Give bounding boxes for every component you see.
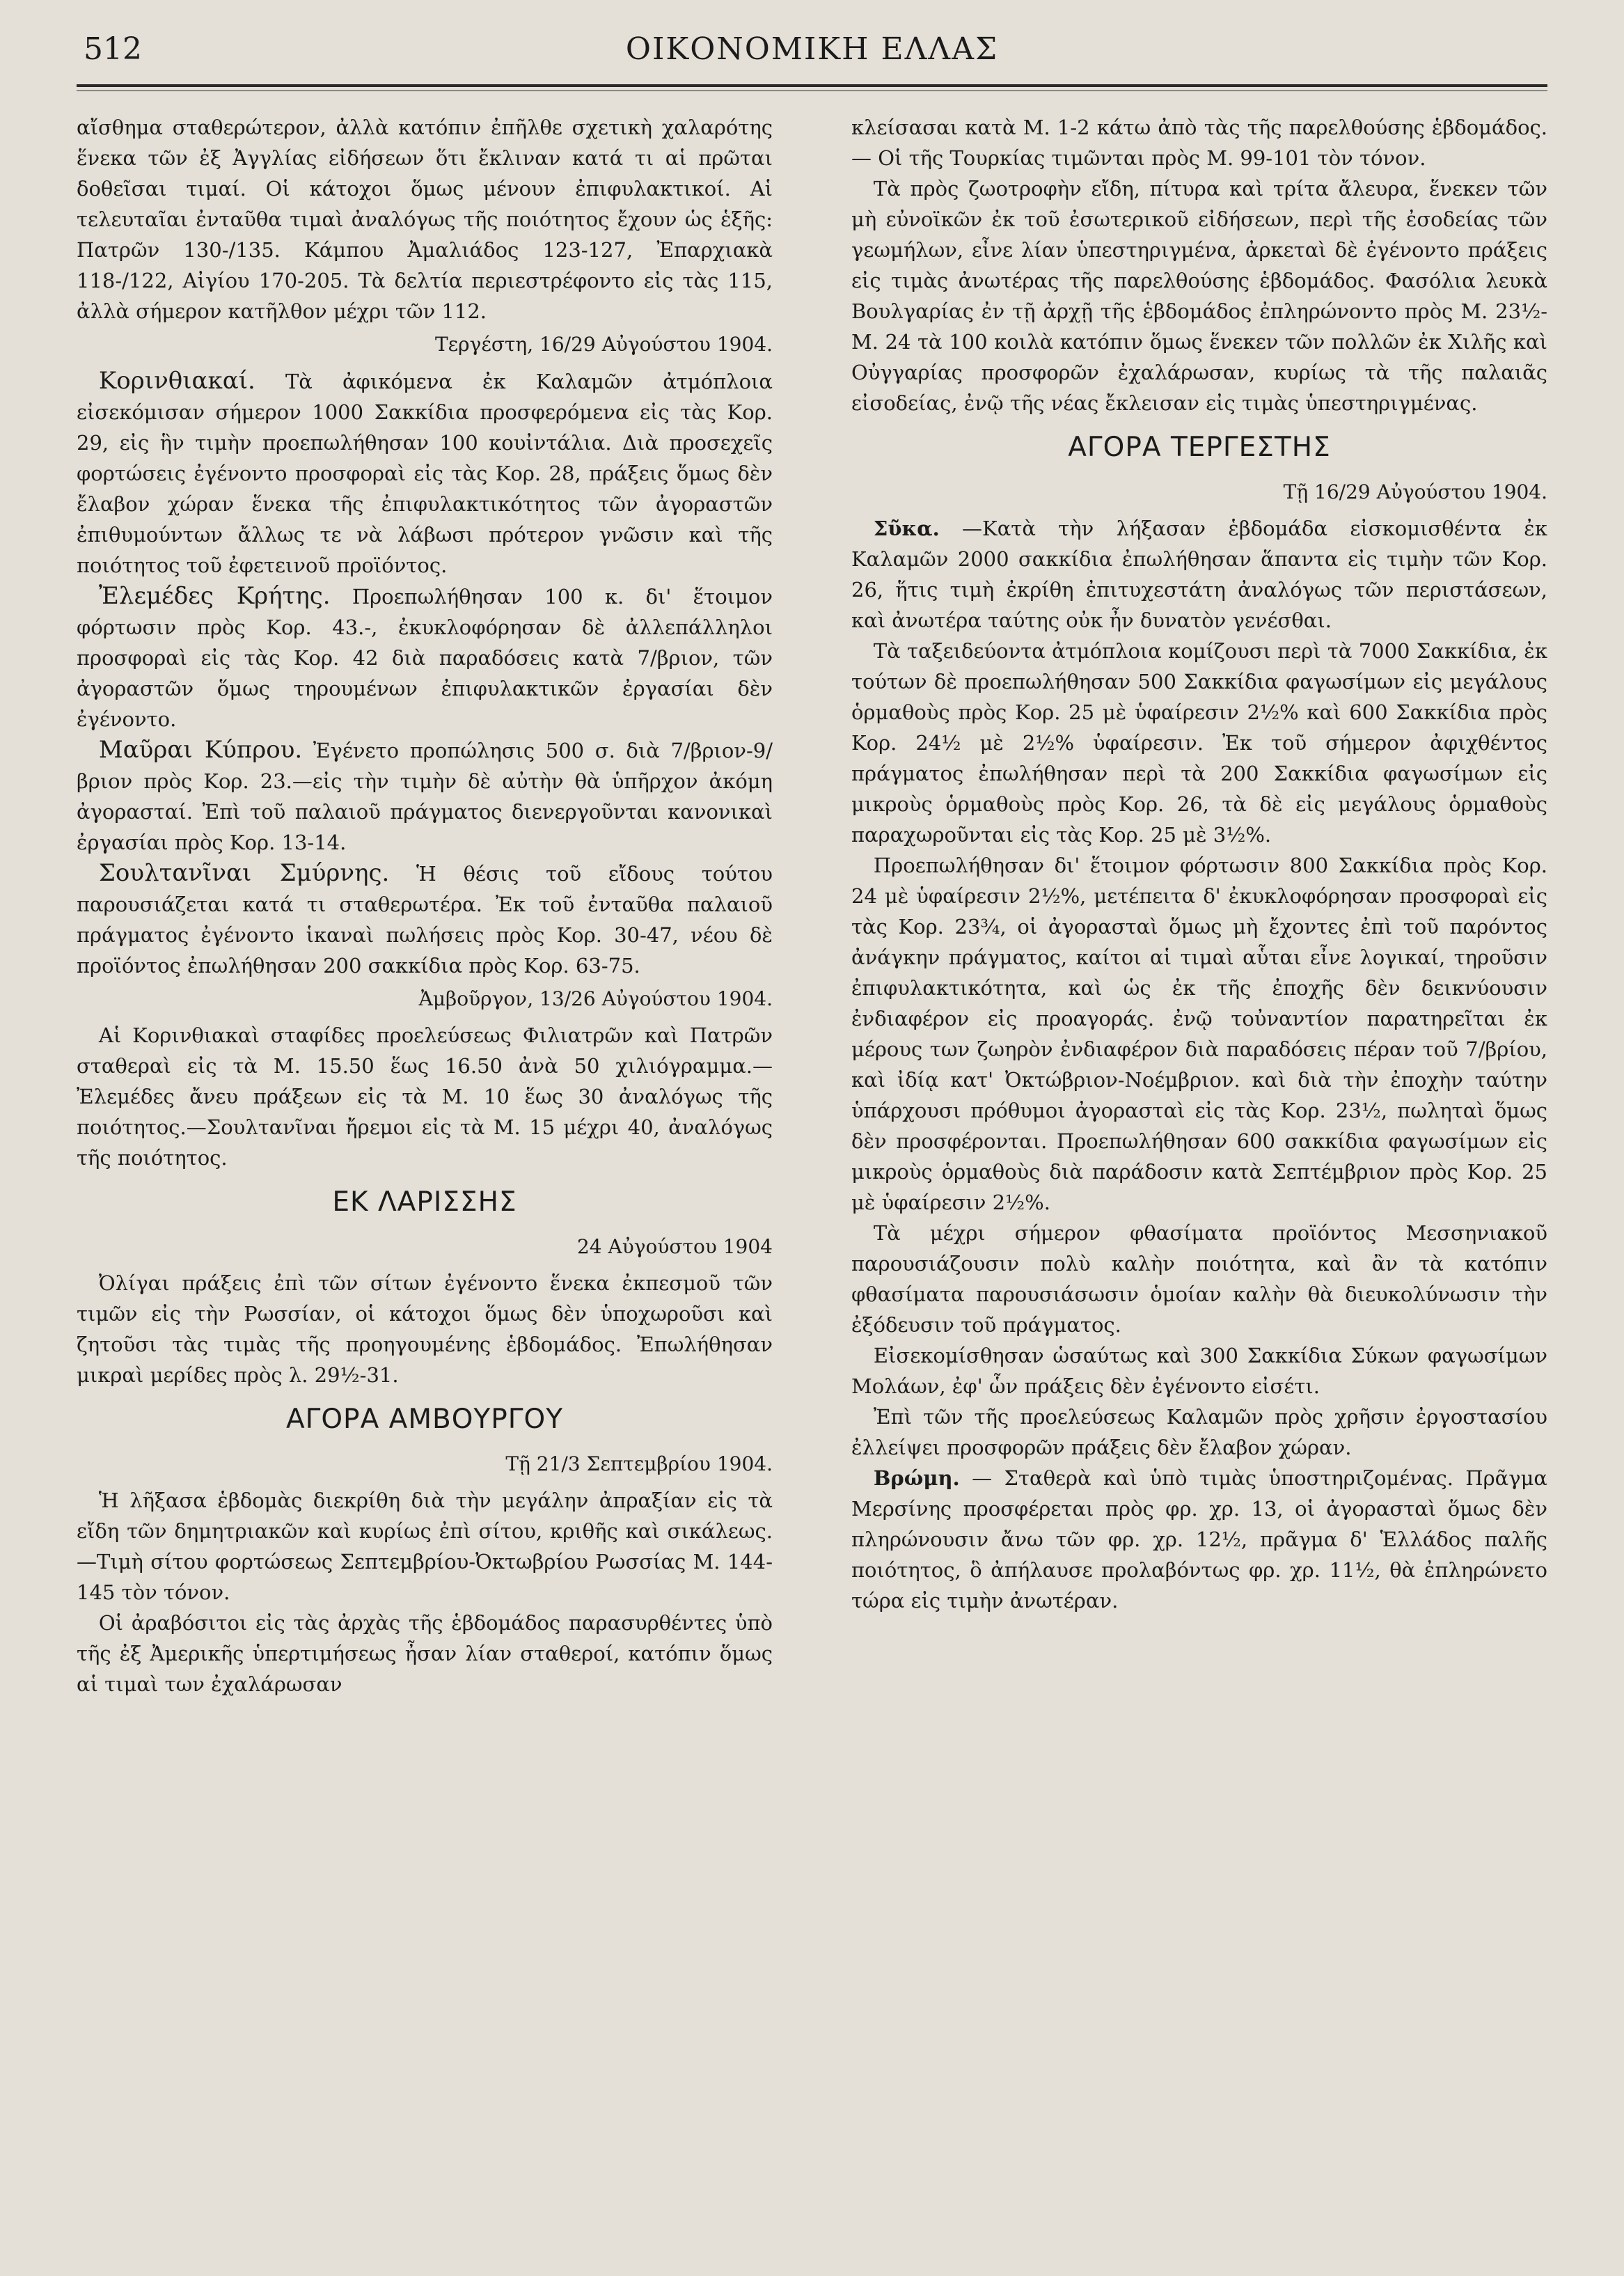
- paragraph: [851, 1463, 1547, 1616]
- paragraph-lead: Κορινθιακαί.: [98, 367, 255, 395]
- section-heading: ΕΚ ΛΑΡΙΣΣΗΣ: [332, 1186, 517, 1218]
- paragraph-text: Ἐγένετο προπώλησις 500 σ. διὰ 7/βριον-9/βριον πρὸς Κορ. 23.—εἰς τὴν τιμὴν δὲ αὐτὴν θὰ ὑπῆρχον ἀκόμη ἀγορασταί. Ἐπὶ τοῦ παλαιοῦ πράγματος διενεργοῦνται κανονικαὶ ἐργασίαι πρὸς Κορ. 13-14.: [77, 739, 773, 854]
- page-number: 512: [84, 31, 142, 67]
- left-column: [77, 112, 773, 1700]
- paragraph: Τὰ ταξειδεύοντα ἀτμόπλοια κομίζουσι περὶ τὰ 7000 Σακκίδια, ἐκ τούτων δὲ προεπωλήθησαν 500 Σακκίδια φαγωσίμων εἰς μεγάλους ὁρμαθοὺς πρὸς Κορ. 25 μὲ ὑφαίρεσιν 2½% καὶ 600 Σακκίδια πρὸς Κορ. 24½ μὲ 2½% ὑφαίρεσιν. Ἐκ τοῦ σήμερον ἀφιχθέντος πράγματος ἐπωλήθησαν περὶ τὰ 200 Σακκίδια φαγωσίμων εἰς μικροὺς ὁρμαθοὺς πρὸς Κορ. 26, τὰ δὲ εἰς μεγάλους ὁρμαθοὺς παραχωροῦνται εἰς τὰς Κορ. 25 μὲ 3½%.: [851, 639, 1547, 847]
- paragraph-lead: Σῦκα.: [873, 517, 940, 540]
- page-header: [77, 28, 1547, 80]
- paragraph-text: Τὰ ἀφικόμενα ἐκ Καλαμῶν ἀτμόπλοια εἰσεκόμισαν σήμερον 1000 Σακκίδια προσφερόμενα εἰς τὰς Κορ. 29, εἰς ἣν τιμὴν προεπωλήθησαν 100 κουἰντάλια. Διὰ προσεχεῖς φορτώσεις ἐγένοντο προσφοραὶ εἰς τὰς Κορ. 28, πράξεις ὅμως δὲν ἔλαβον χώραν ἕνεκα τῆς ἐπιφυλακτικότητος τῶν ἀγοραστῶν ἐπιθυμούντων ἄλλως τε νὰ λάβωσι πρότερον γνῶσιν καὶ τῆς ποιότητος τοῦ ἐφετεινοῦ προϊόντος.: [77, 370, 773, 577]
- paragraph: κλείσασαι κατὰ Μ. 1-2 κάτω ἀπὸ τὰς τῆς παρελθούσης ἑβδομάδος. — Οἱ τῆς Τουρκίας τιμῶνται πρὸς Μ. 99-101 τὸν τόνον.: [851, 116, 1547, 170]
- dateline: Ἀμβοῦργον, 13/26 Αὐγούστου 1904.: [418, 987, 773, 1010]
- paragraph-lead: Βρώμη.: [873, 1466, 960, 1490]
- paragraph: [851, 513, 1547, 636]
- header-rule: [77, 84, 1547, 91]
- paragraph: [77, 366, 773, 581]
- paragraph: Οἱ ἀραβόσιτοι εἰς τὰς ἀρχὰς τῆς ἑβδομάδος παρασυρθέντες ὑπὸ τῆς ἐξ Ἀμερικῆς ὑπερτιμήσεως ἦσαν λίαν σταθεροί, κατόπιν ὅμως αἱ τιμαὶ των ἐχαλάρωσαν: [77, 1611, 773, 1696]
- dateline: Τεργέστη, 16/29 Αὐγούστου 1904.: [434, 333, 773, 356]
- paragraph: Ἐπὶ τῶν τῆς προελεύσεως Καλαμῶν πρὸς χρῆσιν ἐργοστασίου ἐλλείψει προσφορῶν πράξεις δὲν ἔλαβον χώραν.: [851, 1405, 1547, 1459]
- dateline: Τῇ 16/29 Αὐγούστου 1904.: [1283, 480, 1547, 503]
- right-column: [851, 112, 1547, 1700]
- journal-title: ΟΙΚΟΝΟΜΙΚΗ ΕΛΛΑΣ: [625, 31, 999, 67]
- paragraph-text: Ἡ θέσις τοῦ εἴδους τούτου παρουσιάζεται κατά τι σταθερωτέρα. Ἐκ τοῦ ἐνταῦθα παλαιοῦ πράγματος ἐγένοντο ἱκαναὶ πωλήσεις πρὸς Κορ. 30-47, νέου δὲ προϊόντος ἐπωλήθησαν 200 σακκίδια πρὸς Κορ. 63-75.: [77, 862, 773, 978]
- paragraph: [77, 581, 773, 735]
- dateline: Τῇ 21/3 Σεπτεμβρίου 1904.: [505, 1452, 773, 1475]
- paragraph: [77, 735, 773, 858]
- paragraph: Τὰ πρὸς ζωοτροφὴν εἴδη, πίτυρα καὶ τρίτα ἄλευρα, ἕνεκεν τῶν μὴ εὐνοϊκῶν ἐκ τοῦ ἐσωτερικοῦ εἰδήσεων, περὶ τῆς ἐσοδείας τῶν γεωμήλων, εἶνε λίαν ὑπεστηριγμένα, ἀρκεταὶ δὲ ἐγένοντο πράξεις εἰς τιμὰς ἀνωτέρας τῆς παρελθούσης ἑβδομάδος. Φασόλια λευκὰ Βουλγαρίας ἐν τῇ ἀρχῇ τῆς ἑβδομάδος ἐπληρώνοντο πρὸς Μ. 23½-Μ. 24 τὰ 100 κοιλὰ κατόπιν ὅμως ἕνεκεν τῶν πολλῶν ἐκ Χιλῆς καὶ Οὐγγαρίας προσφορῶν ἐχαλάρωσαν, κυρίως τὰ τῆς παλαιᾶς εἰσοδείας, ἐνῷ τῆς νέας ἔκλεισαν εἰς τιμὰς ὑπεστηριγμένας.: [851, 177, 1547, 415]
- paragraph-lead: Σουλτανῖναι Σμύρνης.: [98, 859, 390, 887]
- paragraph-text: — Σταθερὰ καὶ ὑπὸ τιμὰς ὑποστηριζομένας. Πρᾶγμα Μερσίνης προσφέρεται πρὸς φρ. χρ. 13, οἱ ἀγορασταὶ ὅμως δὲν πληρώνουσιν ἄνω τῶν φρ. χρ. 12½, πρᾶγμα δ' Ἑλλάδος παλῆς ποιότητος, ὃ ἀπήλαυσε προλαβόντως φρ. χρ. 11½, θὰ ἐπληρώνετο τώρα εἰς τιμὴν ἀνωτέραν.: [851, 1466, 1547, 1612]
- paragraph-text: —Κατὰ τὴν λήξασαν ἑβδομάδα εἰσκομισθέντα ἐκ Καλαμῶν 2000 σακκίδια ἐπωλήθησαν ἅπαντα εἰς τιμὴν τῶν Κορ. 26, ἥτις τιμὴ ἐκρίθη ἐπιτυχεστάτη ἀναλόγως τῶν περιστάσεων, καὶ ἀνωτέρα ταύτης οὐκ ἦν δυνατὸν γενέσθαι.: [851, 517, 1547, 632]
- paragraph: αἴσθημα σταθερώτερον, ἀλλὰ κατόπιν ἐπῆλθε σχετικὴ χαλαρότης ἕνεκα τῶν ἐξ Ἀγγλίας εἰδήσεων ὅτι ἔκλιναν κατά τι αἱ πρῶται δοθεῖσαι τιμαί. Οἱ κάτοχοι ὅμως μένουν ἐπιφυλακτικοί. Αἱ τελευταῖαι ἐνταῦθα τιμαὶ ἀναλόγως τῆς ποιότητος ἔχουν ὡς ἑξῆς: Πατρῶν 130-/135. Κάμπου Ἀμαλιάδος 123-127, Ἐπαρχιακὰ 118-/122, Αἰγίου 170-205. Τὰ δελτία περιεστρέφοντο εἰς τὰς 115, ἀλλὰ σήμερον κατῆλθον μέχρι τῶν 112.: [77, 116, 773, 323]
- paragraph-lead: Μαῦραι Κύπρου.: [98, 736, 303, 764]
- paragraph: Ἡ λῆξασα ἑβδομὰς διεκρίθη διὰ τὴν μεγάλην ἀπραξίαν εἰς τὰ εἴδη τῶν δημητριακῶν καὶ κυρίως ἐπὶ σίτου, κριθῆς καὶ σικάλεως. —Τιμὴ σίτου φορτώσεως Σεπτεμβρίου-Ὀκτωβρίου Ρωσσίας Μ. 144-145 τὸν τόνον.: [77, 1489, 773, 1604]
- section-heading: ΑΓΟΡΑ ΑΜΒΟΥΡΓΟΥ: [285, 1404, 564, 1435]
- section-heading: ΑΓΟΡΑ ΤΕΡΓΕΣΤΗΣ: [1068, 432, 1331, 463]
- dateline: 24 Αὐγούστου 1904: [576, 1235, 773, 1258]
- paragraph: Ὀλίγαι πράξεις ἐπὶ τῶν σίτων ἐγένοντο ἕνεκα ἐκπεσμοῦ τῶν τιμῶν εἰς τὴν Ρωσσίαν, οἱ κάτοχοι ὅμως δὲν ὑποχωροῦσι καὶ ζητοῦσι τὰς τιμὰς τῆς προηγουμένης ἑβδομάδος. Ἐπωλήθησαν μικραὶ μερίδες πρὸς λ. 29½-31.: [77, 1271, 773, 1387]
- paragraph-text: Προεπωλήθησαν 100 κ. δι' ἕτοιμον φόρτωσιν πρὸς Κορ. 43.-, ἐκυκλοφόρησαν δὲ ἀλλεπάλληλοι προσφοραὶ εἰς τὰς Κορ. 42 διὰ παραδόσεις κατὰ 7/βριον, τῶν ἀγοραστῶν ὅμως τηρουμένων ἐπιφυλακτικῶν ἐργασίαι δὲν ἐγένοντο.: [77, 585, 773, 731]
- paragraph: Εἰσεκομίσθησαν ὡσαύτως καὶ 300 Σακκίδια Σύκων φαγωσίμων Μολάων, ἐφ' ὧν πράξεις δὲν ἐγένοντο εἰσέτι.: [851, 1344, 1547, 1398]
- paragraph: Τὰ μέχρι σήμερον φθασίματα προϊόντος Μεσσηνιακοῦ παρουσιάζουσιν πολὺ καλὴν ποιότητα, καὶ ἂν τὰ κατόπιν φθασίματα παρουσιάσωσιν ὁμοίαν καλὴν θὰ διευκολύνωσιν τὴν ἐξόδευσιν τοῦ πράγματος.: [851, 1221, 1547, 1337]
- paragraph: Αἱ Κορινθιακαὶ σταφίδες προελεύσεως Φιλιατρῶν καὶ Πατρῶν σταθεραὶ εἰς τὰ Μ. 15.50 ἕως 16.50 ἀνὰ 50 χιλιόγραμμα.—Ἐλεμέδες ἄνευ πράξεων εἰς τὰ Μ. 10 ἕως 30 ἀναλόγως τῆς ποιότητος.—Σουλτανῖναι ἤρεμοι εἰς τὰ Μ. 15 μέχρι 40, ἀναλόγως τῆς ποιότητος.: [77, 1023, 773, 1170]
- paragraph: Προεπωλήθησαν δι' ἕτοιμον φόρτωσιν 800 Σακκίδια πρὸς Κορ. 24 μὲ ὑφαίρεσιν 2½%, μετέπειτα δ' ἐκυκλοφόρησαν προσφοραὶ εἰς τὰς Κορ. 23¾, οἱ ἀγορασταὶ ὅμως μὴ ἔχοντες ἐπὶ τοῦ παρόντος ἀνάγκην πράγματος, καίτοι αἱ τιμαὶ αὗται εἶνε λογικαί, τηροῦσιν ἐπιφυλακτικότητα, καὶ ὡς ἐκ τῆς ἐποχῆς δὲν δεικνύουσιν ἐνδιαφέρον εἰς προαγοράς. ἐνῷ τοὐναντίον παρατηρεῖται ἐκ μέρους των ζωηρὸν ἐνδιαφέρον διὰ παραδόσεις πέραν τοῦ 7/βρίου, καὶ ἰδίᾳ κατ' Ὀκτώβριον-Νοέμβριον. καὶ διὰ τὴν ἐποχὴν ταύτην ὑπάρχουσι πρόθυμοι ἀγορασταὶ εἰς τὰς Κορ. 23½, πωληταὶ ὅμως δὲν προσφέρονται. Προεπωλήθησαν 600 σακκίδια φαγωσίμων εἰς μικροὺς ὁρμαθοὺς διὰ παράδοσιν κατὰ Σεπτέμβριον πρὸς Κορ. 25 μὲ ὑφαίρεσιν 2½%.: [851, 854, 1547, 1214]
- paragraph: [77, 858, 773, 981]
- article-columns: [77, 112, 1547, 1700]
- paragraph-lead: Ἐλεμέδες Κρήτης.: [98, 582, 331, 610]
